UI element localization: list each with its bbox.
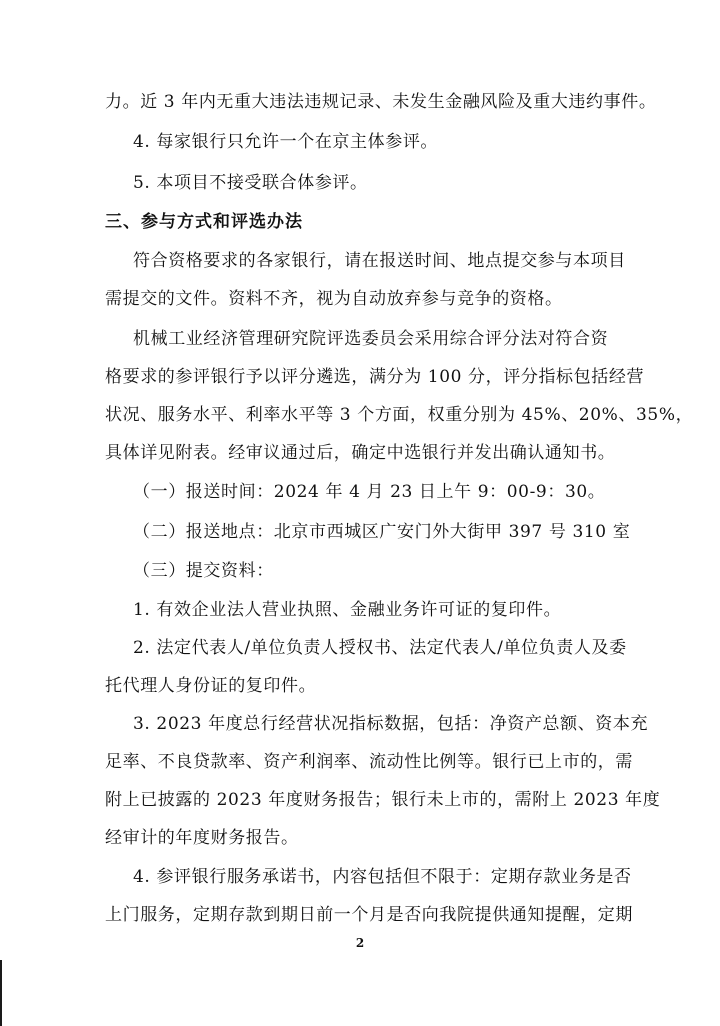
list-item: 1. 有效企业法人营业执照、金融业务许可证的复印件。 [133, 600, 562, 620]
text-line: 格要求的参评银行予以评分遴选，满分为 100 分，评分指标包括经营 [105, 367, 645, 387]
text-line: 具体详见附表。经审议通过后，确定中选银行并发出确认通知书。 [105, 443, 616, 463]
text-line: 托代理人身份证的复印件。 [105, 676, 317, 696]
text-line: 上门服务，定期存款到期日前一个月是否向我院提供通知提醒，定期 [105, 905, 633, 925]
text-line: 附上已披露的 2023 年度财务报告；银行未上市的，需附上 2023 年度 [105, 790, 661, 810]
text-line: 需提交的文件。资料不齐，视为自动放弃参与竞争的资格。 [105, 289, 563, 309]
materials-heading: （三）提交资料： [133, 561, 274, 581]
text-line: 足率、不良贷款率、资产利润率、流动性比例等。银行已上市的，需 [105, 752, 633, 772]
submission-location: （二）报送地点：北京市西城区广安门外大街甲 397 号 310 室 [133, 522, 631, 542]
section-heading: 三、参与方式和评选办法 [105, 212, 303, 232]
list-item: 3. 2023 年度总行经营状况指标数据，包括：净资产总额、资本充 [133, 714, 649, 734]
scan-edge-mark [0, 960, 2, 1026]
text-line: 符合资格要求的各家银行，请在报送时间、地点提交参与本项目 [133, 251, 626, 271]
text-line: 经审计的年度财务报告。 [105, 828, 299, 848]
list-item: 4. 每家银行只允许一个在京主体参评。 [133, 132, 439, 152]
list-item: 4. 参评银行服务承诺书，内容包括但不限于：定期存款业务是否 [133, 867, 632, 887]
list-item: 2. 法定代表人/单位负责人授权书、法定代表人/单位负责人及委 [133, 638, 627, 658]
text-line: 力。近 3 年内无重大违法违规记录、未发生金融风险及重大违约事件。 [105, 92, 657, 112]
text-line: 状况、服务水平、利率水平等 3 个方面，权重分别为 45%、20%、35%， [105, 405, 694, 425]
submission-time: （一）报送时间：2024 年 4 月 23 日上午 9：00-9：30。 [133, 482, 606, 502]
list-item: 5. 本项目不接受联合体参评。 [133, 173, 368, 193]
text-line: 机械工业经济管理研究院评选委员会采用综合评分法对符合资 [133, 329, 609, 349]
page-number: 2 [355, 936, 365, 950]
